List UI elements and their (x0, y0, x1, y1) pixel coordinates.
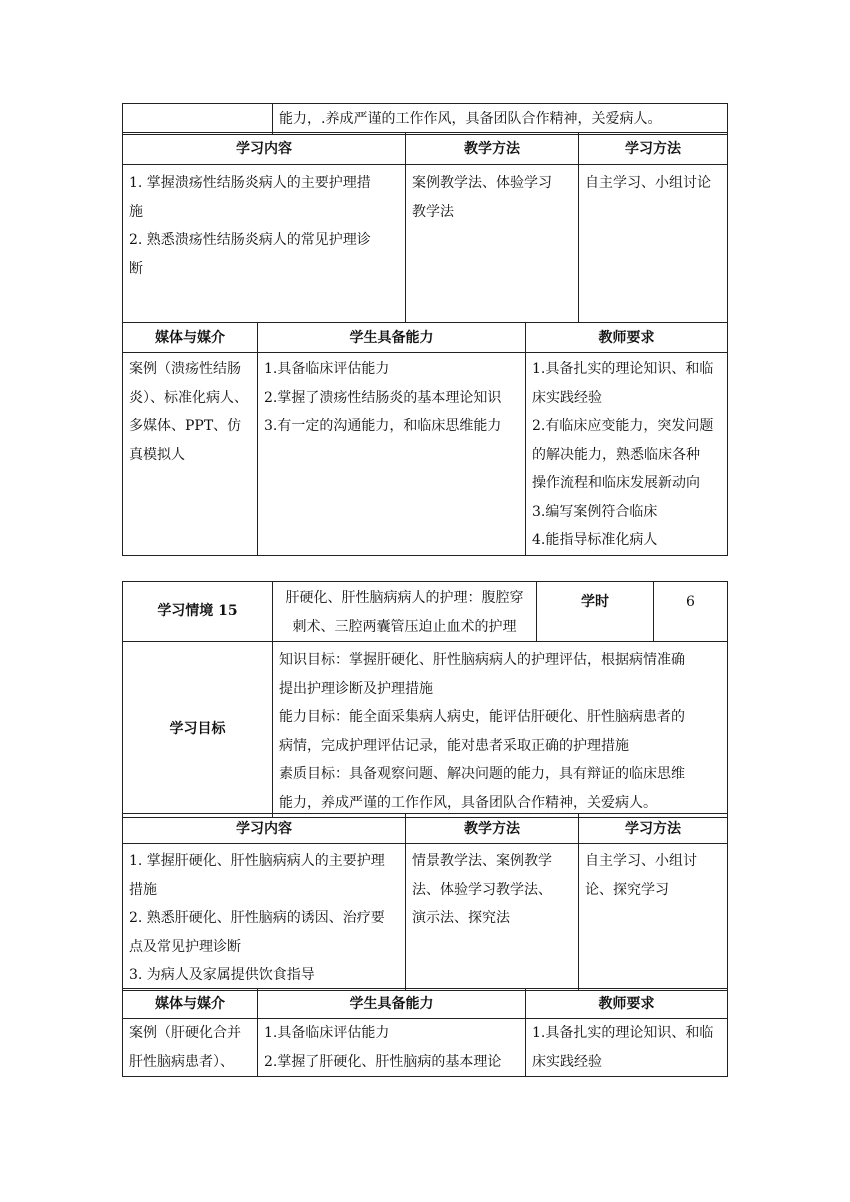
ability-line: 3.有一定的沟通能力，和临床思维能力 (264, 418, 502, 434)
header-ability: 学生具备能力 (258, 323, 526, 353)
goal-line: 能力目标：能全面采集病人病史，能评估肝硬化、肝性脑病患者的 (279, 709, 685, 725)
goal-cell (273, 642, 728, 818)
abilities-table-block2 (122, 988, 728, 1077)
abilities-table-block1 (122, 322, 728, 556)
teacher-line: 2.有临床应变能力，突发问题 (532, 418, 714, 434)
hours-label-text: 学时 (581, 594, 609, 610)
header-teaching: 教学方法 (406, 133, 579, 165)
content-line: 措施 (129, 881, 157, 898)
content-cell (123, 165, 406, 323)
hours-label (537, 582, 654, 642)
ability-line: 1.具备临床评估能力 (264, 1025, 390, 1041)
header-learning: 学习方法 (579, 814, 728, 844)
continued-goal-cell (273, 104, 728, 135)
goal-table-block2 (122, 641, 728, 818)
header-media: 媒体与媒介 (123, 989, 258, 1019)
hours-value-text: 6 (686, 594, 695, 610)
goal-line: 能力，养成严谨的工作作风，具备团队合作精神，关爱病人。 (279, 794, 657, 811)
content-line: 点及常见护理诊断 (129, 938, 241, 955)
teacher-line: 4.能指导标准化病人 (532, 532, 658, 548)
continued-goal-text: 能力，.养成严谨的工作作风，具备团队合作精神，关爱病人。 (279, 111, 662, 127)
media-line: 肝性脑病患者）、 (129, 1053, 234, 1070)
teaching-line: 情景教学法、案例教学 (412, 853, 552, 869)
teaching-line: 演示法、探究法 (412, 910, 510, 926)
content-line: 2. 熟悉肝硬化、肝性脑病的诱因、治疗要 (129, 910, 385, 926)
goal-line: 知识目标：掌握肝硬化、肝性脑病病人的护理评估，根据病情准确 (279, 652, 685, 668)
methods-table-block1 (122, 132, 728, 323)
header-ability: 学生具备能力 (258, 989, 526, 1019)
teacher-cell (526, 353, 728, 556)
teacher-line: 3.编写案例符合临床 (532, 503, 658, 520)
media-line: 炎）、标准化病人、 (129, 389, 248, 406)
ability-cell (258, 353, 526, 556)
teaching-line: 案例教学法、体验学习 (412, 175, 552, 191)
situation-cell (273, 582, 537, 642)
header-content: 学习内容 (123, 814, 406, 844)
teacher-line: 1.具备扎实的理论知识、和临 (532, 1025, 714, 1041)
header-learning: 学习方法 (579, 133, 728, 165)
goal-label: 学习目标 (123, 642, 273, 818)
content-line: 3. 为病人及家属提供饮食指导 (129, 967, 315, 983)
hours-value (654, 582, 728, 642)
learning-cell (579, 165, 728, 323)
teaching-line: 法、体验学习教学法、 (412, 881, 552, 898)
methods-table-block2 (122, 813, 728, 991)
content-line: 1. 掌握溃疡性结肠炎病人的主要护理措 (129, 175, 371, 191)
teaching-cell (406, 165, 579, 323)
media-line: 案例（肝硬化合并 (129, 1025, 241, 1041)
content-line: 1. 掌握肝硬化、肝性脑病病人的主要护理 (129, 853, 385, 869)
learning-line: 论、探究学习 (585, 881, 669, 898)
teacher-cell (526, 1019, 728, 1077)
situation-line: 刺术、三腔两囊管压迫止血术的护理 (292, 618, 517, 635)
header-media: 媒体与媒介 (123, 323, 258, 353)
media-line: 真模拟人 (129, 446, 185, 463)
header-teacher: 教师要求 (526, 989, 728, 1019)
header-teaching: 教学方法 (406, 814, 579, 844)
teacher-line: 床实践经验 (532, 1053, 602, 1070)
learning-line: 自主学习、小组讨 (585, 853, 697, 869)
learning-line: 自主学习、小组讨论 (585, 175, 711, 191)
content-line: 施 (129, 203, 143, 220)
teacher-line: 操作流程和临床发展新动向 (532, 475, 700, 491)
ability-cell (258, 1019, 526, 1077)
learning-cell (579, 844, 728, 991)
ability-line: 2.掌握了肝硬化、肝性脑病的基本理论 (264, 1053, 502, 1070)
teaching-cell (406, 844, 579, 991)
situation-line: 肝硬化、肝性脑病病人的护理：腹腔穿 (285, 590, 524, 606)
content-line: 2. 熟悉溃疡性结肠炎病人的常见护理诊 (129, 232, 371, 248)
media-line: 案例（溃疡性结肠 (129, 361, 241, 377)
situation-table-block2 (122, 581, 728, 642)
goal-label-cell (123, 104, 273, 135)
ability-line: 2.掌握了溃疡性结肠炎的基本理论知识 (264, 389, 502, 406)
header-teacher: 教师要求 (526, 323, 728, 353)
content-cell (123, 844, 406, 991)
teaching-line: 教学法 (412, 203, 454, 220)
goal-line: 提出护理诊断及护理措施 (279, 680, 433, 697)
media-line: 多媒体、PPT、仿 (129, 418, 242, 434)
teacher-line: 床实践经验 (532, 389, 602, 406)
goal-line: 素质目标：具备观察问题、解决问题的能力，具有辩证的临床思维 (279, 766, 685, 782)
media-cell (123, 1019, 258, 1077)
header-content: 学习内容 (123, 133, 406, 165)
teacher-line: 的解决能力，熟悉临床各种 (532, 446, 700, 463)
teacher-line: 1.具备扎实的理论知识、和临 (532, 361, 714, 377)
content-line: 断 (129, 260, 143, 277)
goal-line: 病情，完成护理评估记录，能对患者采取正确的护理措施 (279, 737, 629, 754)
situation-label: 学习情境 15 (123, 582, 273, 642)
media-cell (123, 353, 258, 556)
lesson-table-block1 (122, 103, 728, 135)
ability-line: 1.具备临床评估能力 (264, 361, 390, 377)
